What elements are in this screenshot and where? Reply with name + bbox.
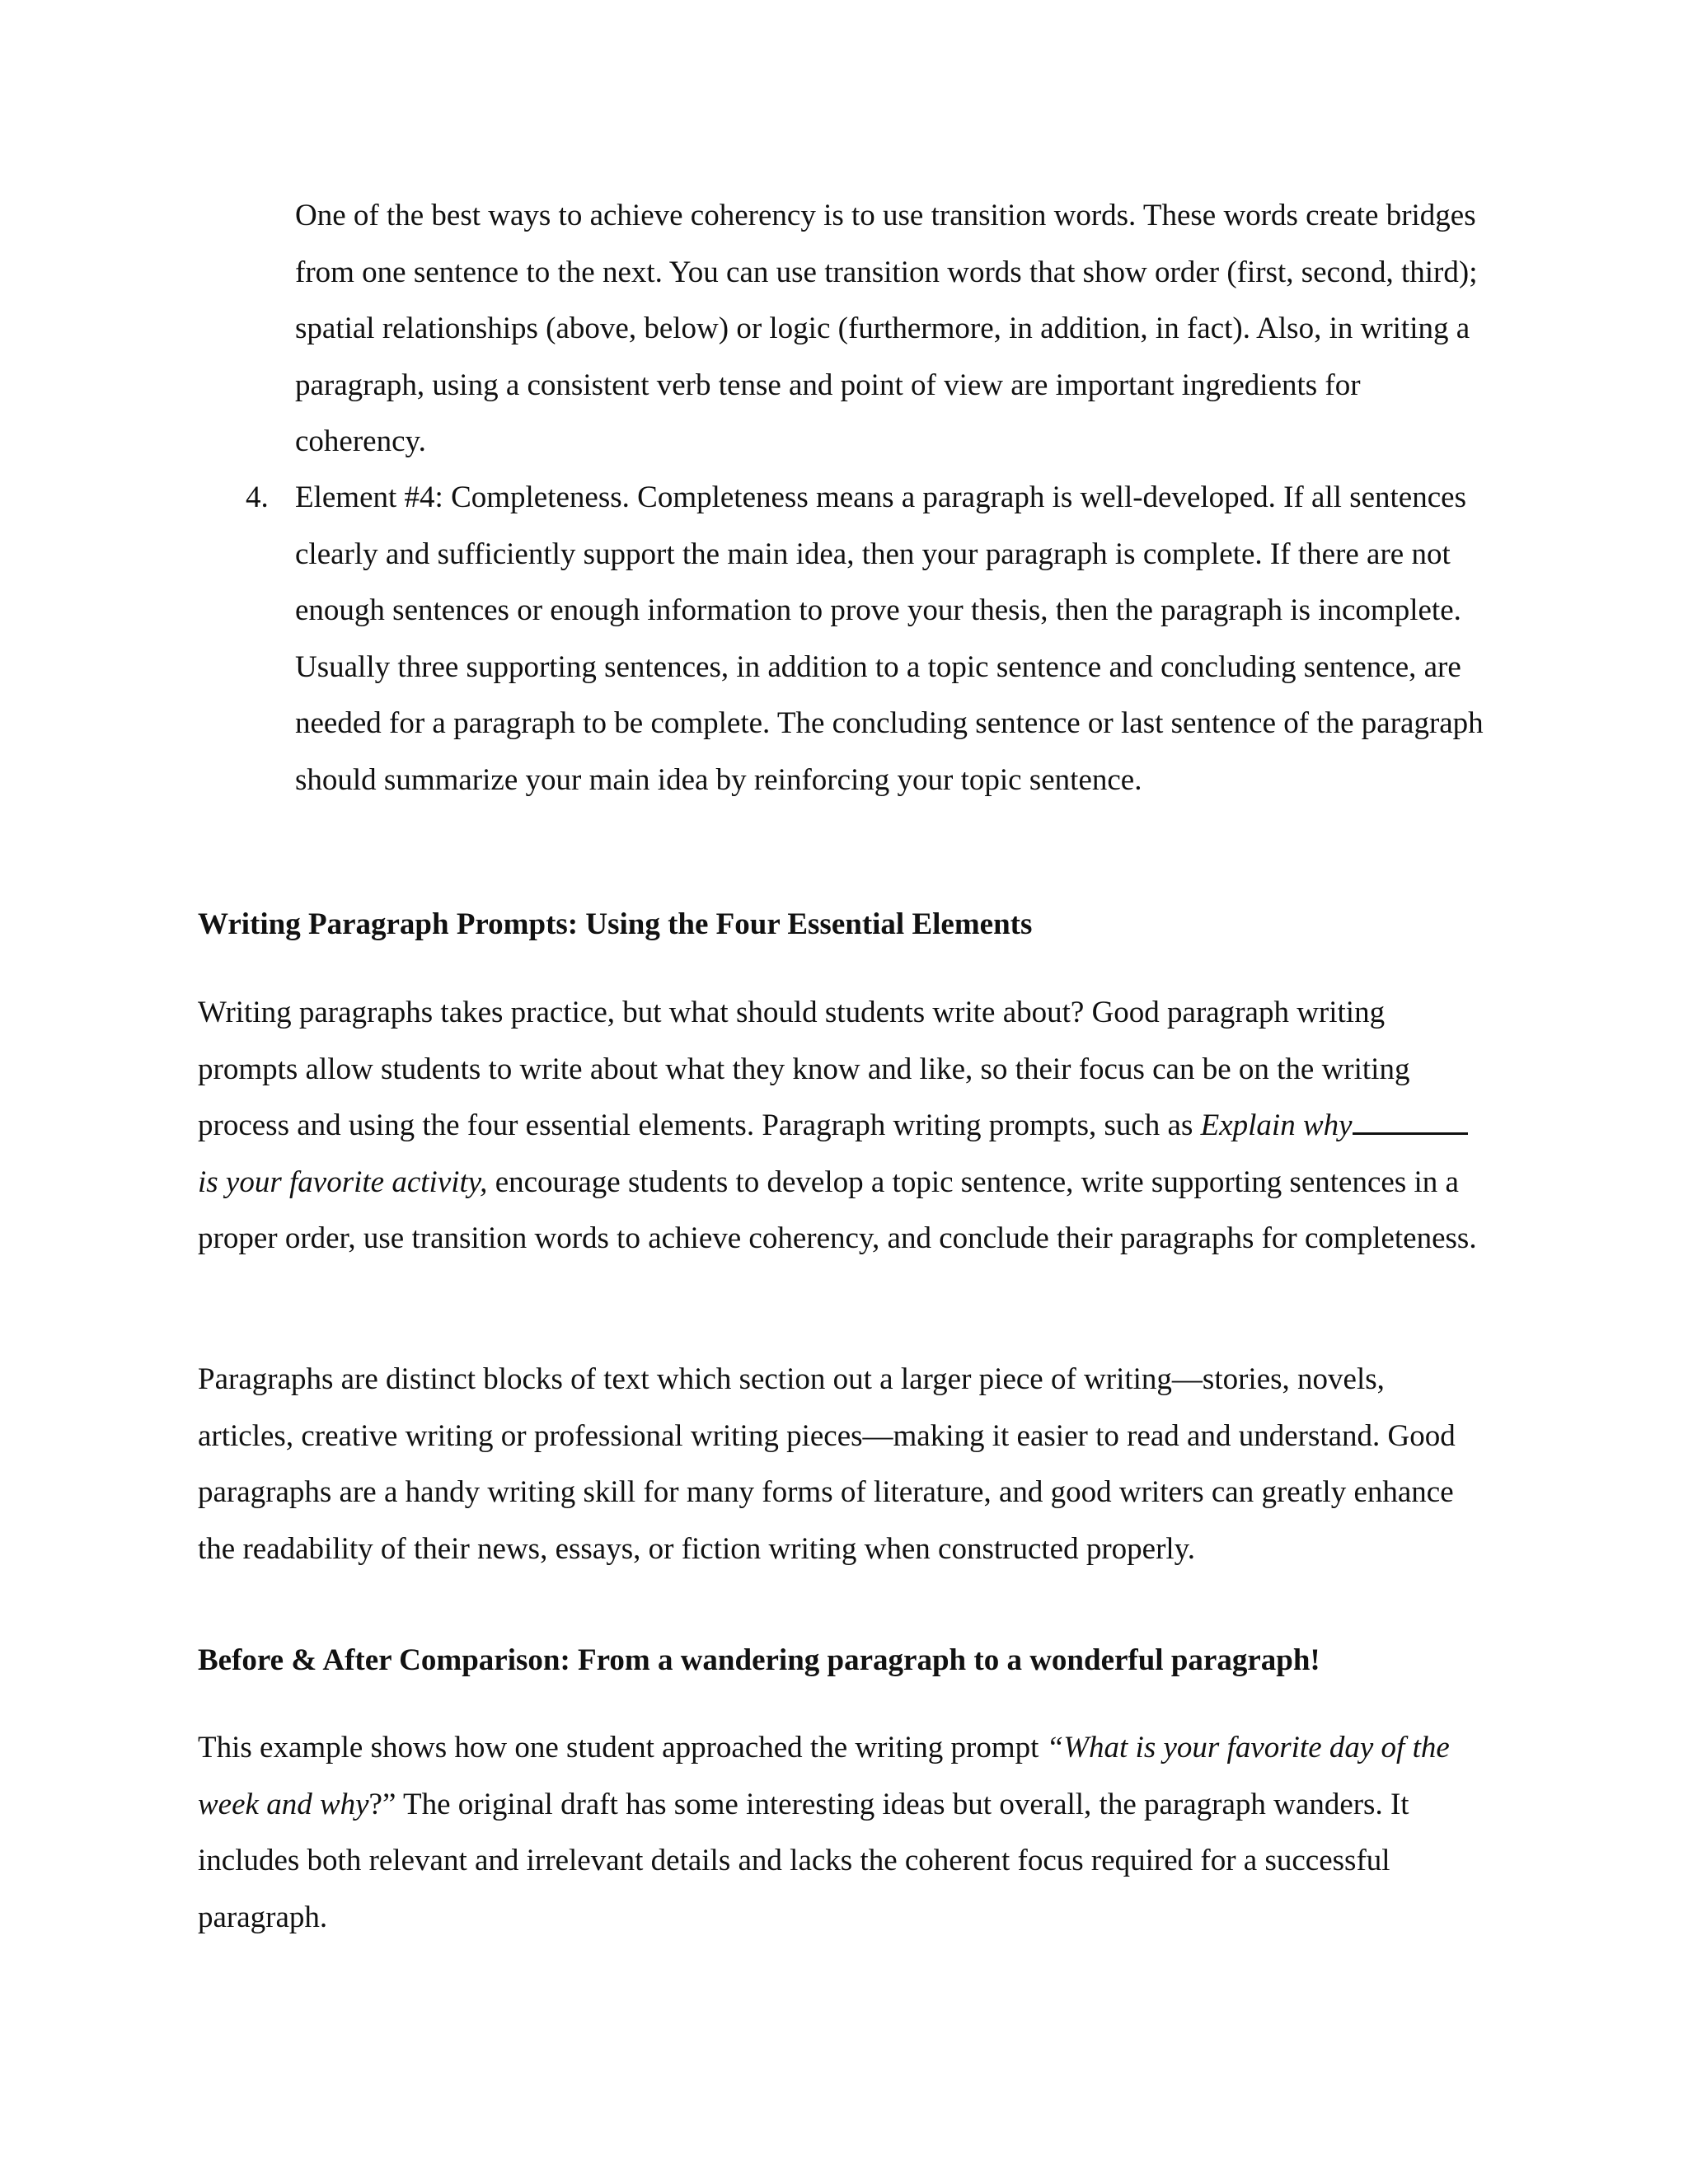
list-item-completeness xyxy=(198,470,1484,808)
heading-writing-prompts: Writing Paragraph Prompts: Using the Four Essential Elements xyxy=(198,907,1033,941)
paragraphs-definition: Paragraphs are distinct blocks of text which section out a larger piece of writing—stories, novels, articles, creative writing or professional writing pieces—making it easier to read and understand. Good paragraphs are a handy writing skill for many forms of literature, and good writers can greatly enhance the readability of their news, essays, or fiction writing when constructed properly. xyxy=(198,1362,1456,1566)
prompts-text-start: Writing paragraphs takes practice, but what should students write about? Good paragraph writing prompts allow students to write about what they know and like, so their focus can be on the writing process and using the four essential elements. Paragraph writing prompts, such as xyxy=(198,996,1410,1142)
prompt-italic-explain: Explain why xyxy=(1200,1108,1353,1142)
example-prompt-italic: “What is your favorite day of the week and why xyxy=(198,1731,1450,1821)
example-paragraph xyxy=(198,1720,1484,1946)
list-number: 4. xyxy=(246,480,269,514)
coherency-continuation xyxy=(198,188,1484,471)
example-text-end: ?” The original draft has some interesting ideas but overall, the paragraph wanders. It includes both relevant and irrelevant details and lacks the coherent focus required for a successful paragraph. xyxy=(198,1787,1409,1934)
prompts-text-end: encourage students to develop a topic sentence, write supporting sentences in a proper order, use transition words to achieve coherency, and conclude their paragraphs for completeness. xyxy=(198,1165,1477,1255)
completeness-text: Element #4: Completeness. Completeness means a paragraph is well-developed. If all sentences clearly and sufficiently support the main idea, then your paragraph is complete. If there are not enough sentences or enough information to prove your thesis, then the paragraph is incomplete. Usually three supporting sentences, in addition to a topic sentence and concluding sentence, are needed for a paragraph to be complete. The concluding sentence or last sentence of the paragraph should summarize your main idea by reinforcing your topic sentence. xyxy=(295,480,1484,797)
example-text-start: This example shows how one student approached the writing prompt xyxy=(198,1731,1047,1765)
heading-before-after: Before & After Comparison: From a wandering paragraph to a wonderful paragraph! xyxy=(198,1643,1320,1677)
coherency-text: One of the best ways to achieve coherency is to use transition words. These words create bridges from one sentence to the next. You can use transition words that show order (first, second, third); spatial relationships (above, below) or logic (furthermore, in addition, in fact). Also, in writing a paragraph, using a consistent verb tense and point of view are important ingredients for coherency. xyxy=(295,199,1478,458)
prompt-blank-line xyxy=(1353,1104,1468,1135)
prompts-paragraph xyxy=(198,985,1484,1268)
prompt-italic-activity: is your favorite activity, xyxy=(198,1165,488,1199)
